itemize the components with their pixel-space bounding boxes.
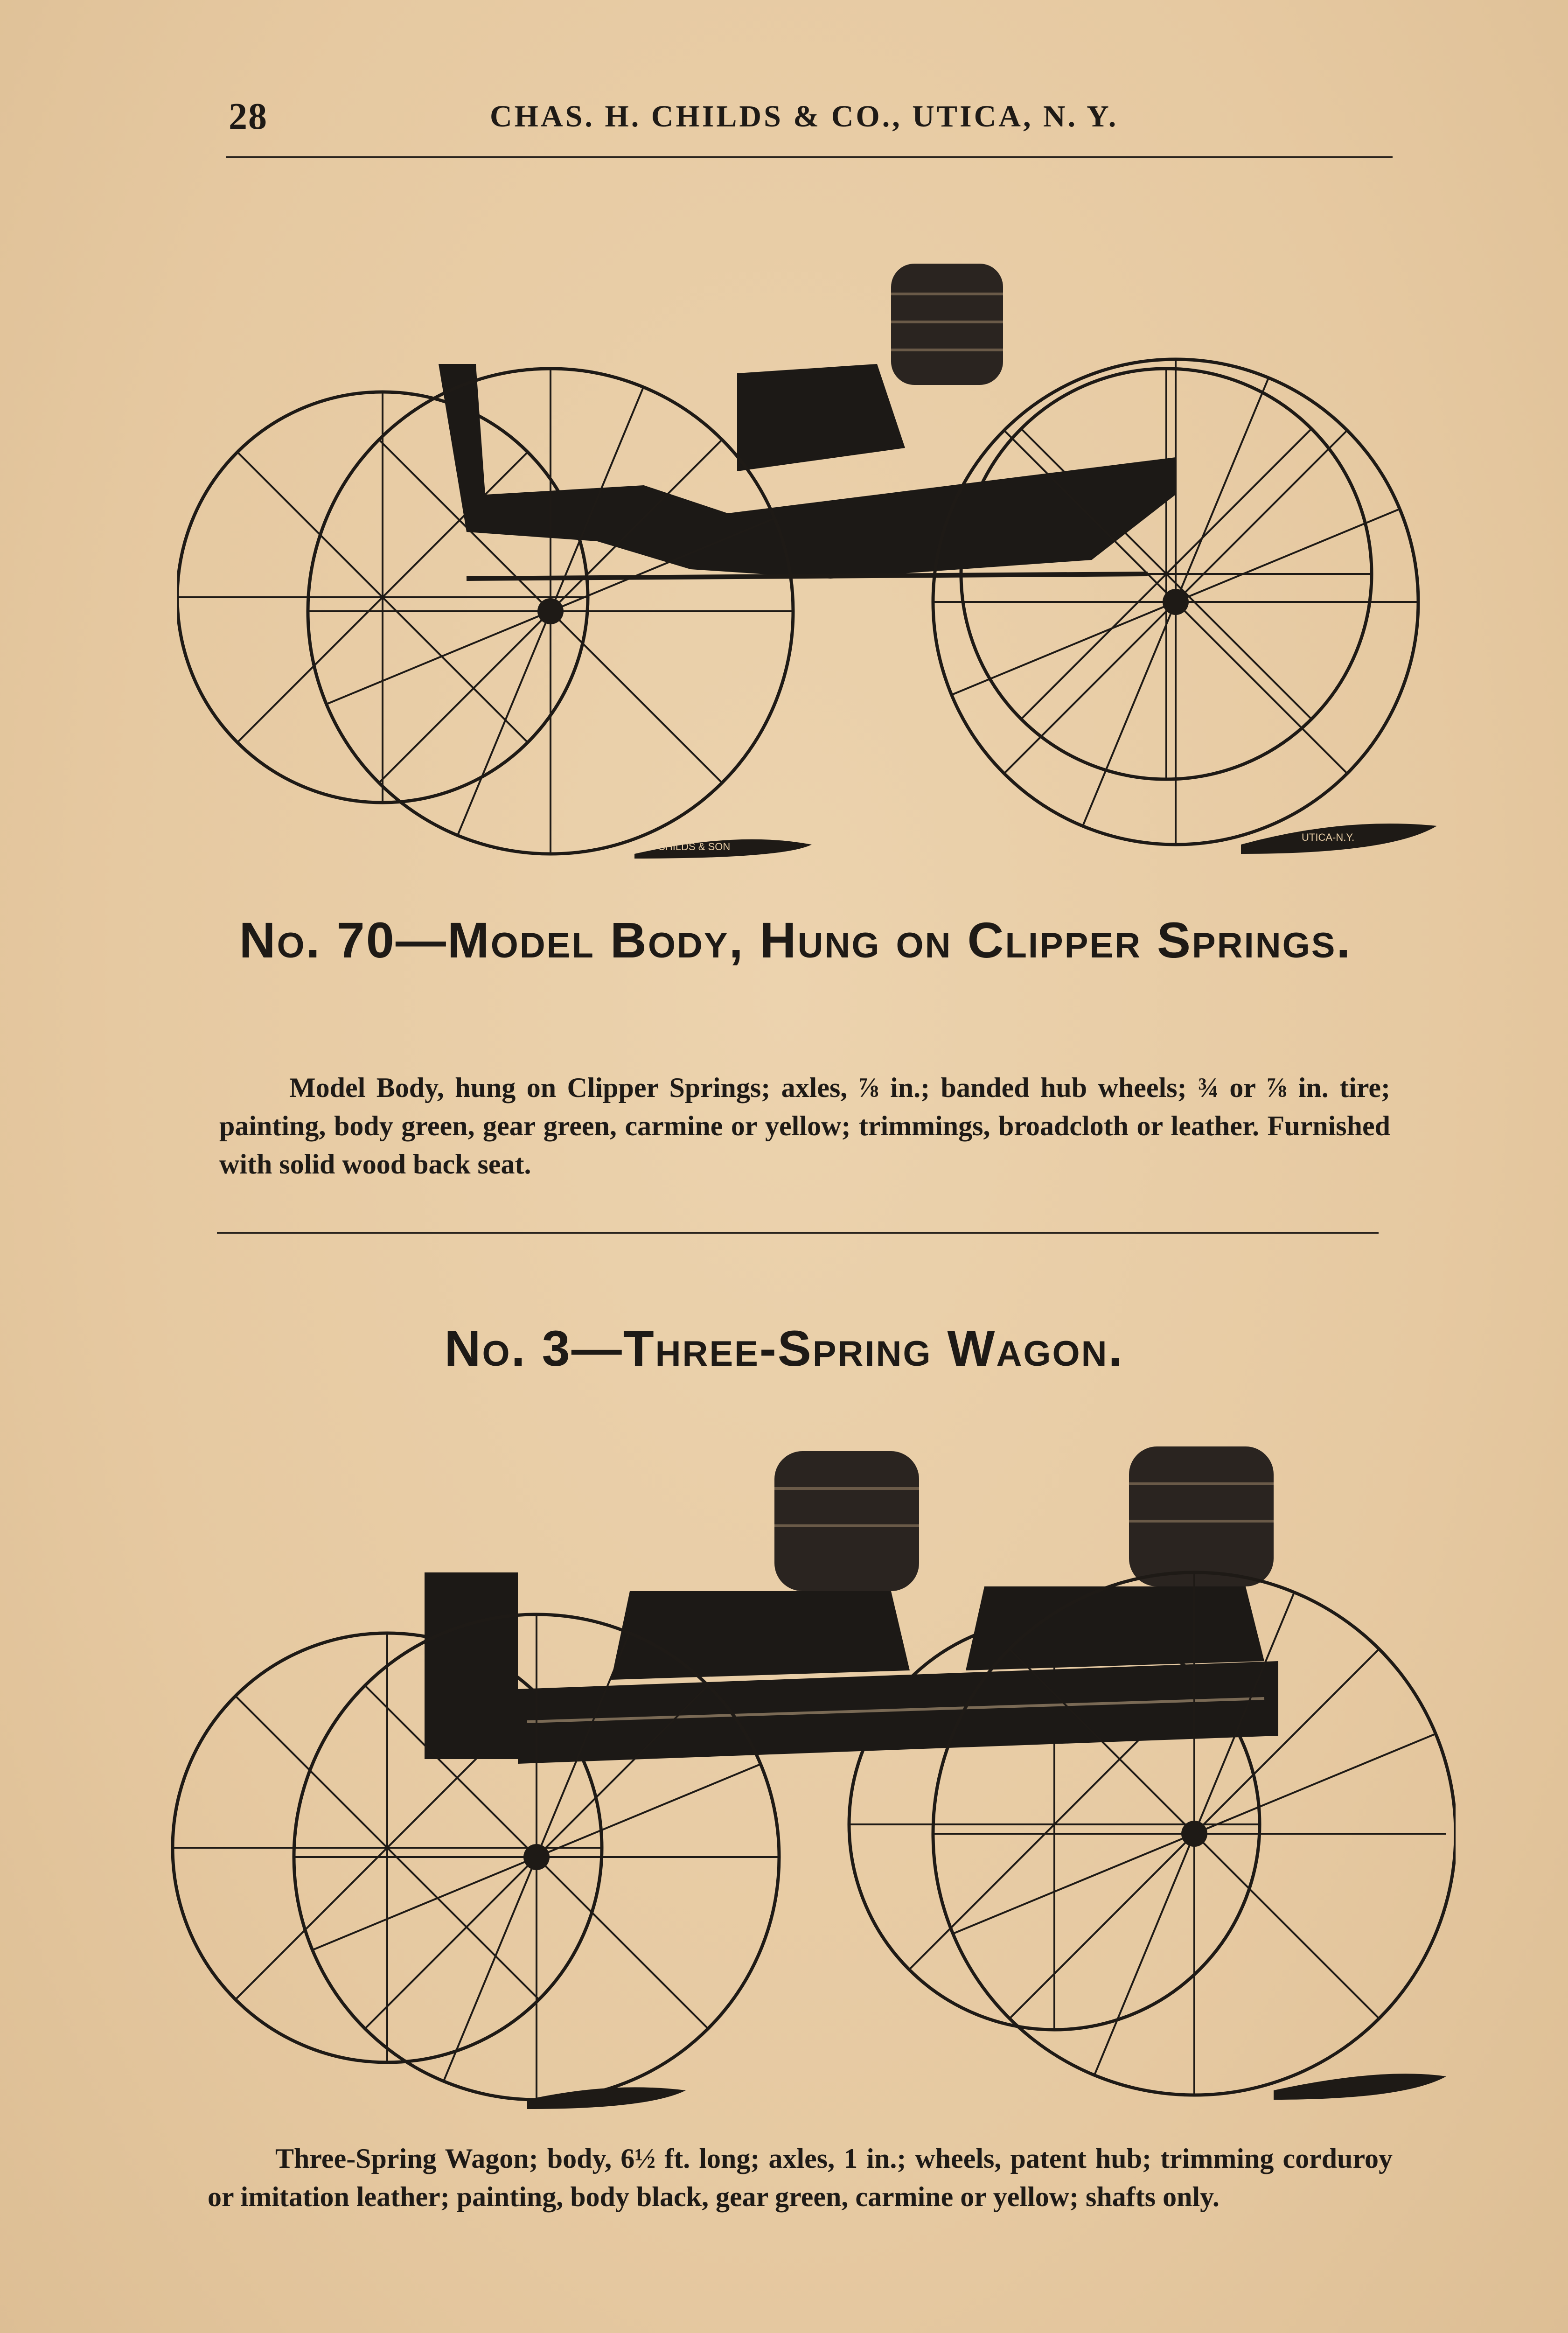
section-divider bbox=[217, 1232, 1379, 1234]
item-heading-no70: No. 70—Model Body, Hung on Clipper Springs. bbox=[239, 912, 1352, 968]
wagon-body bbox=[425, 1446, 1278, 1764]
engraver-credit-right: UTICA-N.Y. bbox=[1302, 831, 1355, 843]
wagon-illustration-no3 bbox=[145, 1437, 1456, 2118]
item-description-no3: Three-Spring Wagon; body, 6½ ft. long; axles, 1 in.; wheels, patent hub; trimming corduroy or imitation leather; painting, body black, gear green, carmine or yellow; shafts only. bbox=[208, 2143, 1393, 2212]
header-rule bbox=[226, 156, 1393, 158]
rear-near-wheel bbox=[308, 369, 793, 854]
carriage-body bbox=[439, 264, 1176, 579]
ground-shadow bbox=[527, 2087, 686, 2109]
page-number: 28 bbox=[229, 96, 268, 137]
rear-near-wheel bbox=[294, 1614, 779, 2100]
engraver-credit-left: CHILDS & SON bbox=[658, 841, 731, 852]
front-near-wheel bbox=[933, 359, 1418, 845]
running-header: CHAS. H. CHILDS & CO., UTICA, N. Y. bbox=[490, 99, 1119, 133]
item-description-no70: Model Body, hung on Clipper Springs; axles, ⅞ in.; banded hub wheels; ¾ or ⅞ in. tire; painting, body green, gear green, carmine or yellow; trimmings, broadcloth or leather. Furnished with solid wood back seat. bbox=[219, 1072, 1390, 1180]
rear-far-wheel bbox=[177, 392, 588, 803]
carriage-illustration-no70 bbox=[177, 252, 1456, 868]
item-heading-no3: No. 3—Three-Spring Wagon. bbox=[444, 1320, 1124, 1376]
front-near-wheel bbox=[933, 1572, 1456, 2095]
